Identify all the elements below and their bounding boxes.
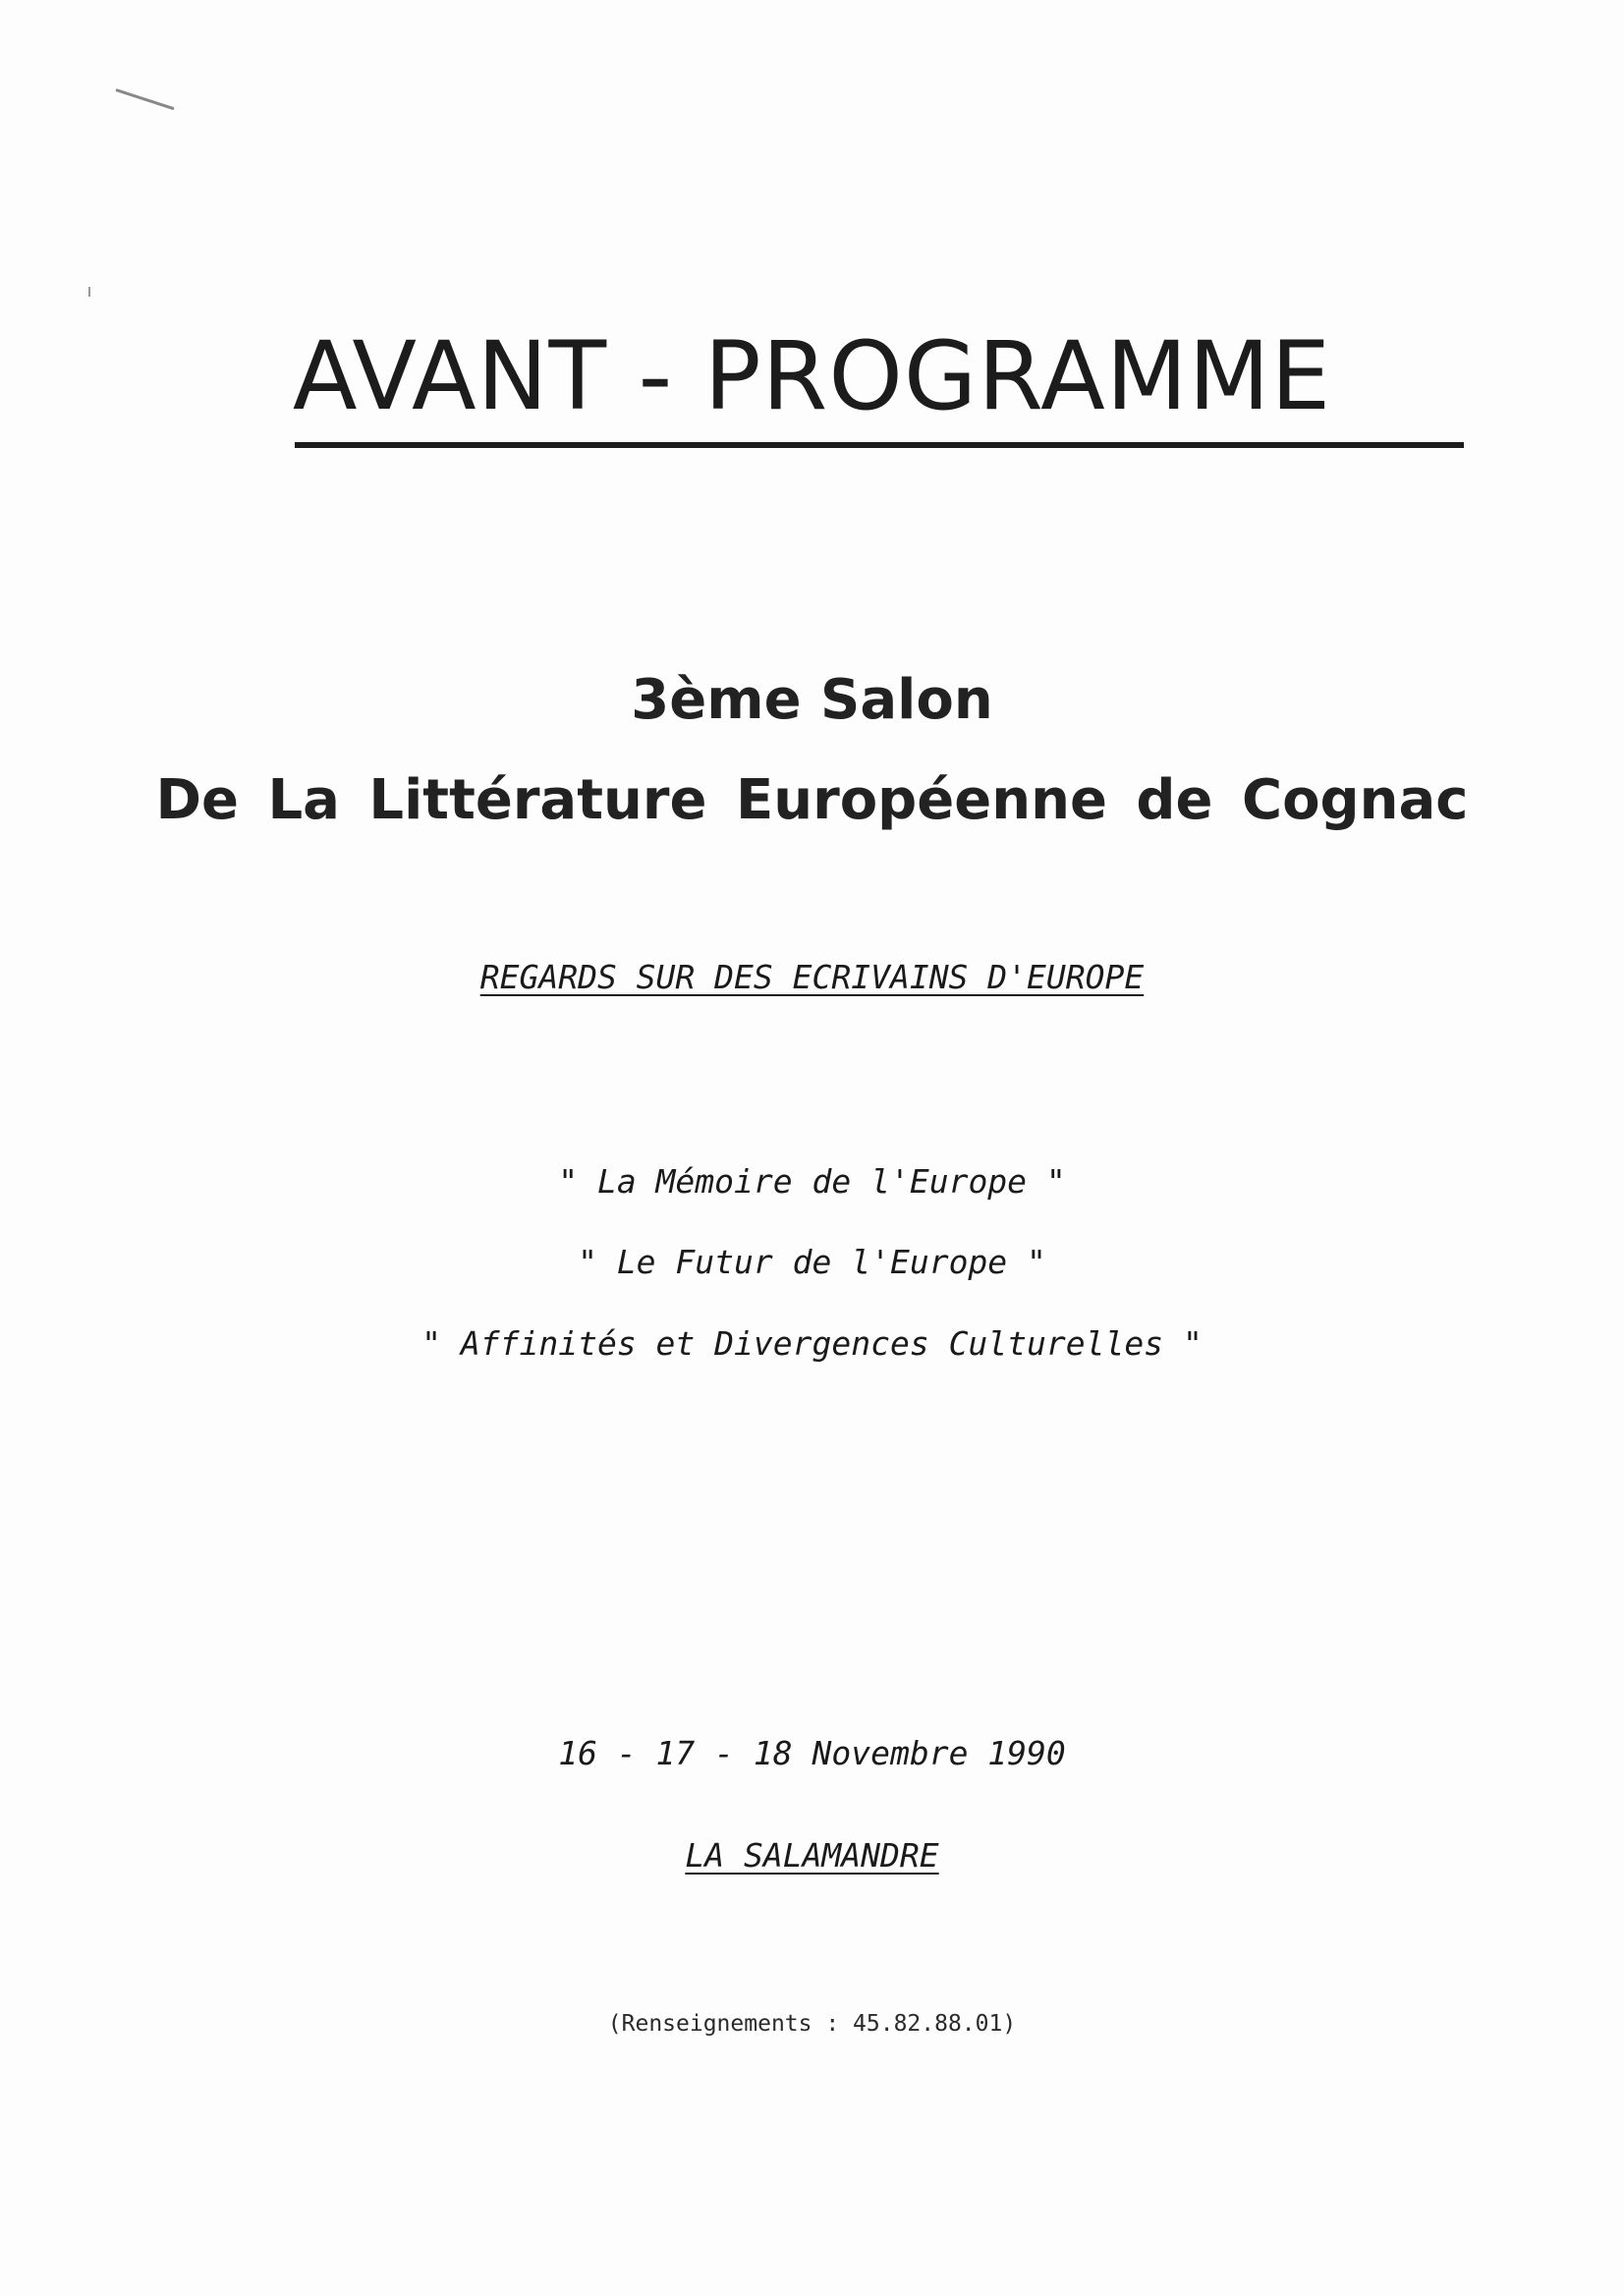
title-underline bbox=[295, 442, 1464, 448]
subtitle-text: REGARDS SUR DES ECRIVAINS D'EUROPE bbox=[479, 958, 1145, 996]
page-title: AVANT - PROGRAMME bbox=[292, 321, 1332, 431]
scan-artifact-mark bbox=[88, 287, 90, 297]
subtitle bbox=[0, 958, 1624, 996]
event-venue-text: LA SALAMANDRE bbox=[685, 1836, 939, 1875]
theme-item: " Le Futur de l'Europe " bbox=[578, 1243, 1046, 1281]
contact-info: (Renseignements : 45.82.88.01) bbox=[607, 2011, 1017, 2037]
theme-item: " Affinités et Divergences Culturelles " bbox=[421, 1324, 1203, 1363]
theme-item: " La Mémoire de l'Europe " bbox=[558, 1162, 1066, 1201]
salon-name-heading: De La Littérature Européenne de Cognac bbox=[155, 768, 1469, 832]
event-venue bbox=[0, 1836, 1624, 1875]
salon-edition-heading: 3ème Salon bbox=[631, 668, 993, 732]
scan-artifact-mark bbox=[116, 88, 175, 110]
event-dates: 16 - 17 - 18 Novembre 1990 bbox=[558, 1734, 1066, 1772]
